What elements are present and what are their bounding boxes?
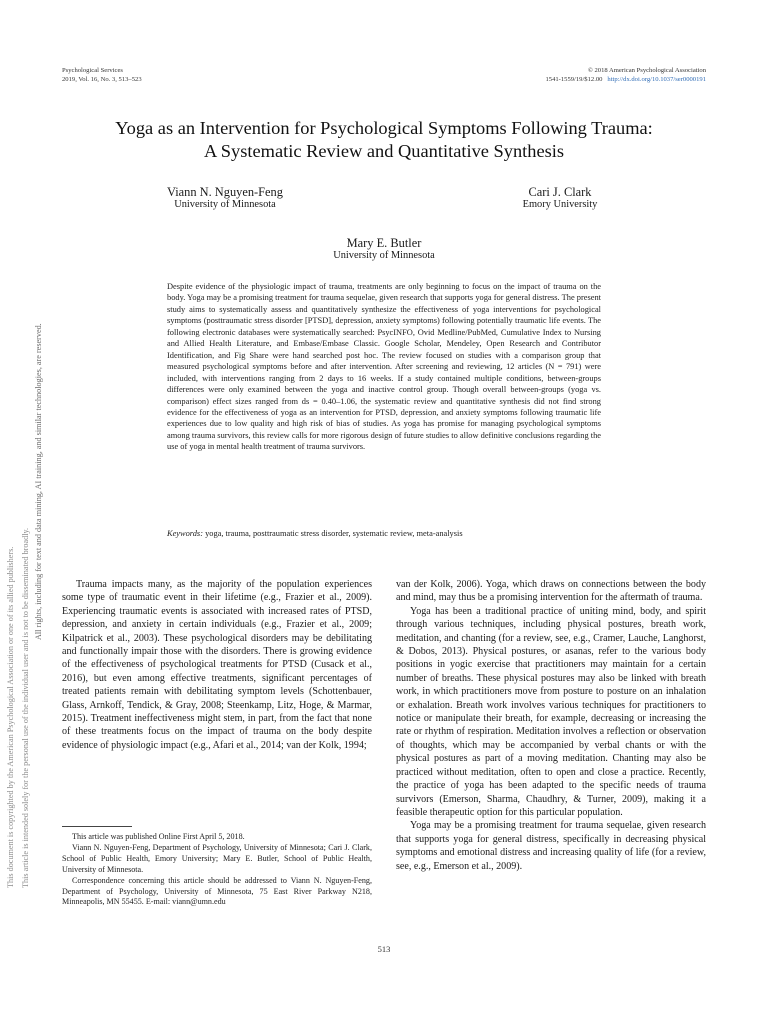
running-header-right bbox=[545, 67, 706, 84]
author-name: Mary E. Butler bbox=[346, 236, 422, 250]
author-block bbox=[490, 186, 630, 211]
title-line-2: A Systematic Review and Quantitative Synthesis bbox=[203, 141, 565, 161]
side-notice-line-1: This document is copyrighted by the American Psychological Association or one of its allied publishers. bbox=[6, 546, 15, 888]
paragraph: Trauma impacts many, as the majority of the population experiences some type of traumatic event in their lifetime (e.g., Frazier et al., 2009). Experiencing traumatic events is associated with increased rates of PTSD, depression, and anxiety in certain individuals (e.g., Frazier et al., 2009; Kilpatrick et al., 2003). These psychological disorders may be debilitating and functionally impair those with the disorders. There is growing evidence of the effectiveness of psychological treatments for PTSD (Cusack et al., 2016), but even among effective treatments, significant percentages of treated patients remain with debilitating symptom levels (Schottenbauer, Glass, Arnkoff, Tendick, & Gray, 2008; Steenkamp, Litz, Hoge, & Marmar, 2015). Treatment ineffectiveness might stem, in part, from the fact that none of these treatments focus on the impact of trauma on the body despite evidence of physiologic impact (e.g., Afari et al., 2014; van der Kolk, 1994; bbox=[62, 579, 372, 751]
paragraph: Yoga may be a promising treatment for trauma sequelae, given research that supports yoga for general distress, specifically in decreasing physical symptoms and emotional distress and increasing quality of life (for a review, see, e.g., Emerson et al., 2009). bbox=[396, 820, 706, 872]
title-line-1: Yoga as an Intervention for Psychological Symptoms Following Trauma: bbox=[115, 118, 653, 138]
footnote: This article was published Online First April 5, 2018. bbox=[72, 832, 245, 841]
author-block bbox=[140, 186, 310, 211]
body-column-left bbox=[62, 578, 372, 752]
volume-info: 2019, Vol. 16, No. 3, 513–523 bbox=[62, 75, 142, 83]
author-name: Cari J. Clark bbox=[528, 185, 592, 199]
side-notice-line-2: This article is intended solely for the personal use of the individual user and is not to be disseminated broadly. bbox=[21, 527, 30, 888]
paragraph: van der Kolk, 2006). Yoga, which draws on connections between the body and mind, may thus be a promising intervention for the aftermath of trauma. bbox=[396, 579, 706, 604]
footnotes bbox=[62, 832, 372, 908]
keywords-list: yoga, trauma, posttraumatic stress disorder, systematic review, meta-analysis bbox=[205, 529, 463, 538]
journal-name: Psychological Services bbox=[62, 67, 123, 74]
running-header-left bbox=[62, 67, 142, 84]
footnote: Correspondence concerning this article should be addressed to Viann N. Nguyen-Feng, Department of Psychology, University of Minnesota, 75 East River Parkway N218, Minneapolis, MN 55455. E-mail: viann@umn.edu bbox=[62, 875, 372, 907]
paragraph: Yoga has been a traditional practice of uniting mind, body, and spirit through various techniques, including physical postures, breath work, meditation, and chanting (for a review, see, e.g., Cramer, Lauche, Langhorst, & Dobos, 2013). Physical postures, or asanas, refer to the various body positions in yogic exercise that practitioners may maintain for a certain number of breaths. These physical postures may also be linked with breath work, in which practitioners move from posture to posture on an inhalation or exhalation. Breath work involves various techniques for practitioners to notice or manipulate their breath, for example, decreasing or increasing the rate or rhythm of respiration. Meditation involves a reflection or observation of thoughts, which may be accompanied by verbal chants or with the physical postures as part of a moving meditation. Chanting may also be practiced without meditation, often to open and close a practice. Recently, the practice of yoga has been adapted to the specific needs of trauma survivors (Emerson, Sharma, Chaudhry, & Turner, 2009), making it a feasible therapeutic option for this particular population. bbox=[396, 605, 706, 818]
author-affiliation: Emory University bbox=[522, 199, 598, 210]
author-affiliation: University of Minnesota bbox=[333, 250, 435, 261]
keywords bbox=[167, 528, 601, 539]
author-name: Viann N. Nguyen-Feng bbox=[167, 185, 283, 199]
footnote-divider bbox=[62, 826, 132, 827]
page-number: 513 bbox=[377, 944, 391, 954]
body-column-right bbox=[396, 578, 706, 873]
author-affiliation: University of Minnesota bbox=[174, 199, 276, 210]
footnote: Viann N. Nguyen-Feng, Department of Psychology, University of Minnesota; Cari J. Clark, School of Public Health, Emory University; Mary E. Butler, School of Public Health, University of Minnesota. bbox=[62, 842, 372, 874]
keywords-label: Keywords: bbox=[167, 529, 203, 538]
issn: 1541-1559/19/$12.00 bbox=[545, 75, 603, 83]
abstract: Despite evidence of the physiologic impact of trauma, treatments are only beginning to focus on the impact of trauma on the body. Yoga may be a promising treatment for trauma sequelae, given research that supports yoga for general distress. The present study aims to systematically assess and quantitatively synthesize the effectiveness of yoga interventions for psychological symptoms (posttraumatic stress disorder [PTSD], depression, anxiety symptoms) following potentially traumatic life events. The following electronic databases were systematically searched: PsycINFO, Ovid Medline/PubMed, Cumulative Index to Nursing and Allied Health Literature, and Embase/Embase Classic. Google Scholar, Mendeley, Open Research and Contributor Identification, and Fig Share were hand searched post hoc. The review focused on studies with a comparison group that measured psychological symptoms before and after intervention. After screening and reviewing, 12 articles (N = 791) were included, with interventions ranging from 2 days to 16 weeks. If a study contained multiple conditions, between-groups differences were only examined between the yoga and inactive control group. Though overall between-groups (yoga vs. comparison) effect sizes ranged from ds = 0.40–1.06, the systematic review and quantitative synthesis did not find strong evidence for the effectiveness of yoga as an intervention for PTSD, depression, and anxiety symptoms following traumatic life experiences due to low quality and high risk of bias of studies. As yoga has promise for managing psychological symptoms among trauma survivors, this review calls for more rigorous design of future studies to allow definitive conclusions regarding the use of yoga in mental health treatment of trauma survivors. bbox=[167, 282, 601, 452]
issn-doi-line bbox=[545, 76, 706, 85]
copyright-notice: © 2018 American Psychological Association bbox=[587, 67, 706, 74]
doi-link[interactable]: http://dx.doi.org/10.1037/ser0000191 bbox=[607, 75, 706, 83]
author-block bbox=[304, 237, 464, 262]
side-notice-line-3: All rights, including for text and data mining, AI training, and similar technologies, are reserved. bbox=[34, 323, 43, 640]
article-title bbox=[40, 117, 728, 163]
